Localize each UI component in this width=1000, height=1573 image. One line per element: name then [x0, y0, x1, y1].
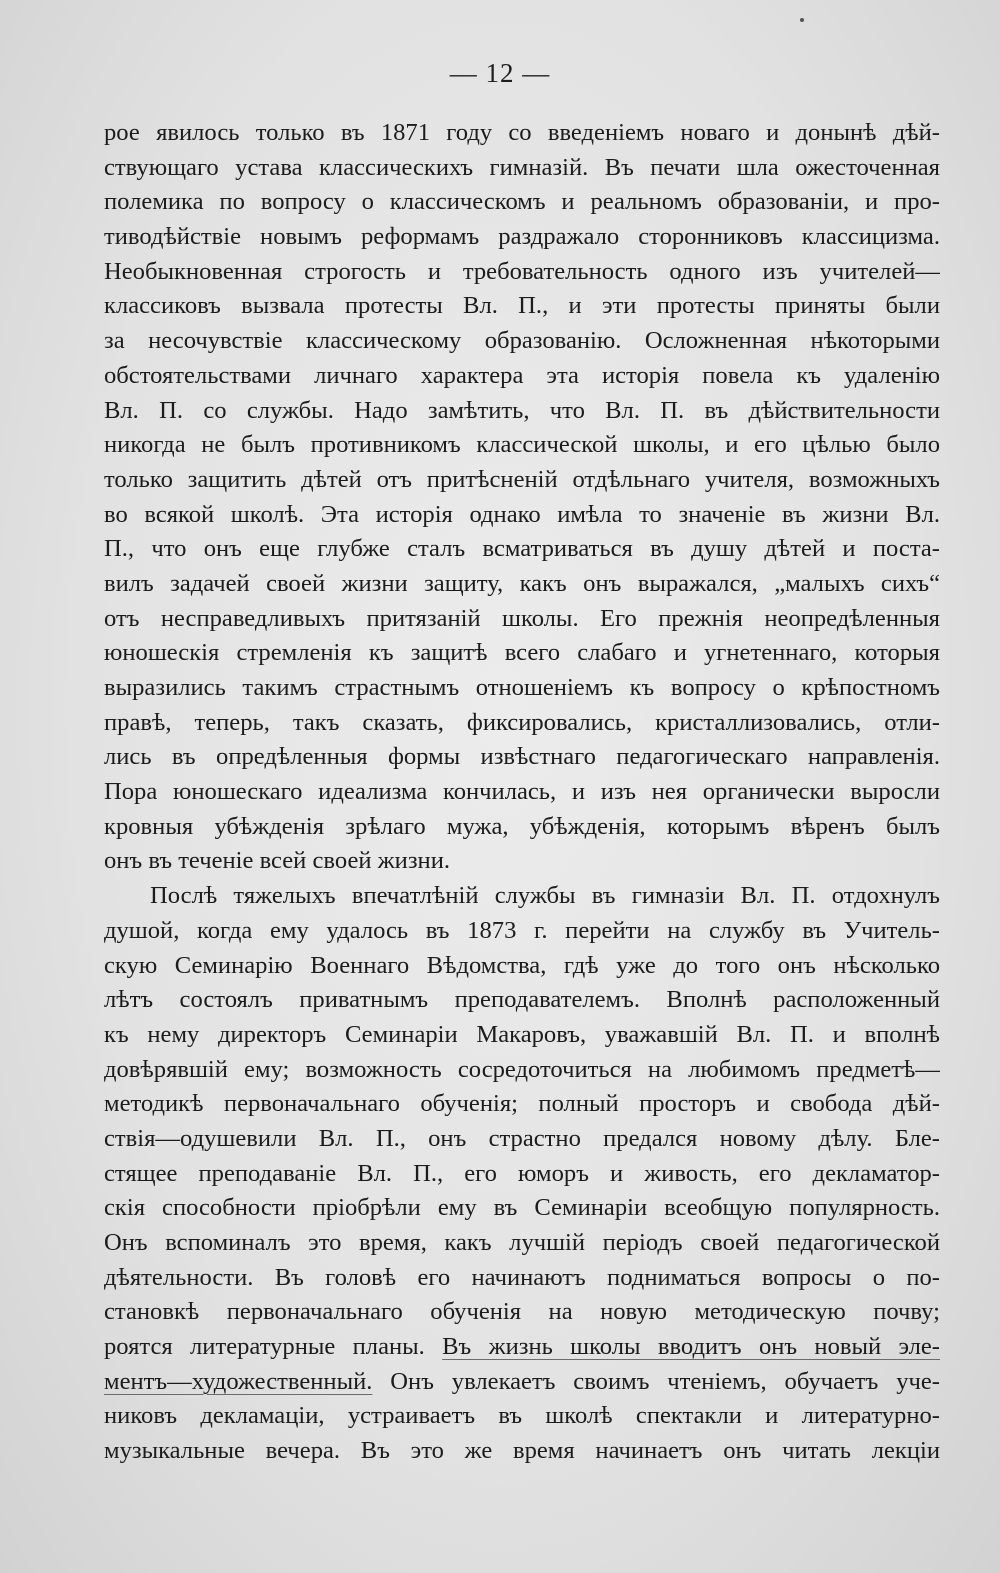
text-line: лись въ опредѣленныя формы извѣстнаго педагогическаго направленія. [104, 743, 940, 771]
text-segment: Онъ увлекаетъ своимъ чтеніемъ, обучаетъ уче- [390, 1367, 940, 1395]
text-line: къ нему директоръ Семинаріи Макаровъ, уважавшій Вл. П. и вполнѣ [104, 1020, 940, 1048]
page-number: — 12 — [449, 58, 551, 88]
text-line: только защитить дѣтей отъ притѣсненій отдѣльнаго учителя, возможныхъ [104, 465, 940, 493]
text-line: ствія—одушевили Вл. П., онъ страстно предался новому дѣлу. Бле- [104, 1124, 940, 1152]
text-segment: роятся литературные планы. [104, 1333, 425, 1361]
text-line: Пора юношескаго идеализма кончилась, и изъ нея органически выросли [104, 778, 940, 806]
text-line: правѣ, теперь, такъ сказать, фиксировались, кристаллизовались, отли- [104, 708, 940, 736]
text-line: никогда не былъ противникомъ классической школы, и его цѣлью было [104, 431, 940, 459]
text-line: Онъ вспоминалъ это время, какъ лучшій періодъ своей педагогической [104, 1229, 940, 1256]
text-line: методикѣ первоначальнаго обученія; полный просторъ и свобода дѣй- [104, 1090, 940, 1118]
text-line: Вл. П. со службы. Надо замѣтить, что Вл. П. въ дѣйствительности [104, 396, 940, 424]
text-line: стящее преподаваніе Вл. П., его юморъ и живость, его декламатор- [104, 1159, 940, 1187]
text-line: ствующаго устава классическихъ гимназій. Въ печати шла ожесточенная [104, 153, 940, 181]
text-line: музыкальные вечера. Въ это же время начинаетъ онъ читать лекціи [104, 1437, 940, 1465]
underlined-phrase: Въ жизнь школы вводитъ онъ новый эле- [442, 1333, 940, 1361]
text-line: обстоятельствами личнаго характера эта исторія повела къ удаленію [104, 361, 940, 389]
text-line: классиковъ вызвала протесты Вл. П., и эти протесты приняты были [104, 292, 940, 320]
text-line: во всякой школѣ. Эта исторія однако имѣла то значеніе въ жизни Вл. [104, 500, 940, 528]
text-line: дѣятельности. Въ головѣ его начинаютъ подниматься вопросы о по- [104, 1263, 940, 1291]
text-line: никовъ декламаціи, устраиваетъ въ школѣ спектакли и литературно- [104, 1402, 940, 1430]
text-line: тиводѣйствіе новымъ реформамъ раздражало сторонниковъ классицизма. [104, 223, 940, 251]
text-line: рое явилось только въ 1871 году со введеніемъ новаго и донынѣ дѣй- [104, 119, 940, 146]
text-line: отъ несправедливыхъ притязаній школы. Его прежнія неопредѣленныя [104, 604, 940, 632]
text-line: кровныя убѣжденія зрѣлаго мужа, убѣжденія, которымъ вѣренъ былъ [104, 812, 940, 840]
text-line: выразились такимъ страстнымъ отношеніемъ къ вопросу о крѣпостномъ [104, 674, 940, 701]
text-line: юношескія стремленія къ защитѣ всего слабаго и угнетеннаго, которыя [104, 639, 940, 667]
text-line: душой, когда ему удалось въ 1873 г. перейти на службу въ Учитель- [104, 916, 940, 944]
text-line: полемика по вопросу о классическомъ и реальномъ образованіи, и про- [104, 188, 940, 216]
text-line [104, 1330, 940, 1365]
underlined-phrase: ментъ—художественный. [104, 1367, 373, 1395]
text-line: онъ въ теченіе всей своей жизни. [104, 847, 451, 875]
text-line: довѣрявшій ему; возможность сосредоточиться на любимомъ предметѣ— [104, 1055, 940, 1083]
text-line: Послѣ тяжелыхъ впечатлѣній службы въ гимназіи Вл. П. отдохнулъ [150, 882, 940, 910]
text-line: скую Семинарію Военнаго Вѣдомства, гдѣ уже до того онъ нѣсколько [104, 951, 940, 979]
text-line: за несочувствіе классическому образованію. Осложненная нѣкоторыми [104, 327, 940, 355]
text-line: П., что онъ еще глубже сталъ всматриваться въ душу дѣтей и поста- [104, 535, 940, 563]
text-line: Необыкновенная строгость и требовательность одного изъ учителей— [104, 257, 940, 285]
text-line: скія способности пріобрѣли ему въ Семинаріи всеобщую популярность. [104, 1194, 940, 1222]
body-text [104, 116, 940, 1469]
text-line: вилъ задачей своей жизни защиту, какъ онъ выражался, „малыхъ сихъ“ [104, 569, 940, 597]
text-line: лѣтъ состоялъ приватнымъ преподавателемъ. Вполнѣ расположенный [104, 986, 940, 1014]
text-line: становкѣ первоначальнаго обученія на новую методическую почву; [104, 1298, 940, 1326]
text-line [104, 1365, 940, 1400]
ink-speck [800, 18, 804, 22]
